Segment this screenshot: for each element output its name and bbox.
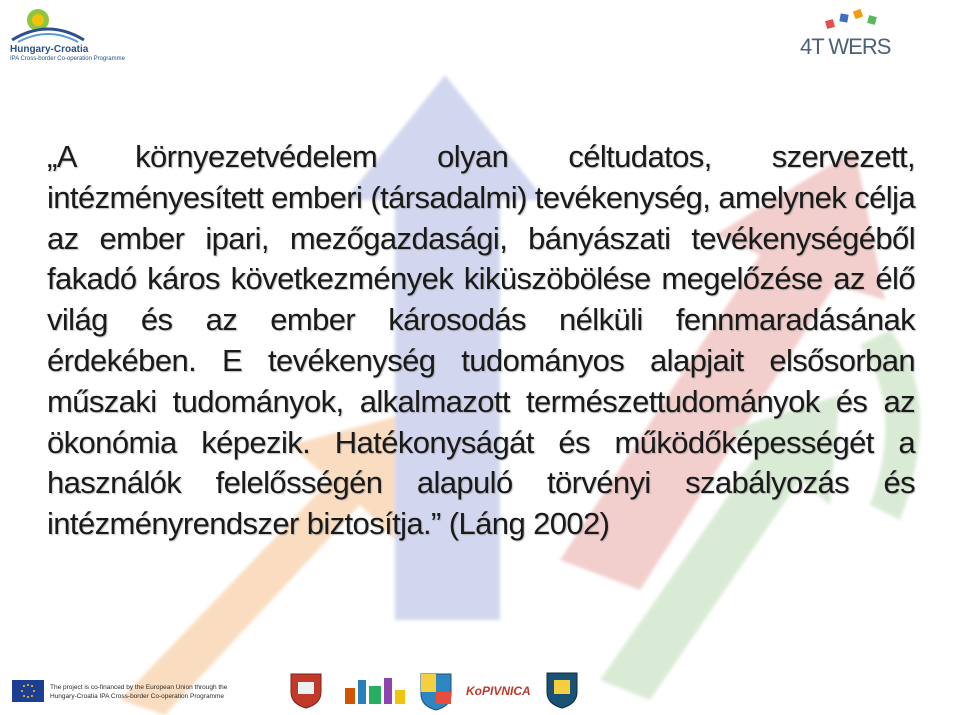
coat-of-arms-icon [288,670,324,710]
town-skyline-icon [340,670,410,708]
logo-left-title: Hungary-Croatia [10,44,89,55]
4towers-logo [800,8,940,63]
koprivnica-logo-text: KoPIVNICA [466,684,531,698]
logo-left-subtitle: IPA Cross-border Co-operation Programme [10,56,125,62]
county-crest-icon [545,670,579,710]
funding-line-2: Hungary-Croatia IPA Cross-border Co-operation Programme [50,693,225,700]
funding-line-1: The project is co-financed by the European Union through the [50,684,228,691]
quotation-paragraph: „A környezetvédelem olyan céltudatos, szervezett, intézményesített emberi (társadalmi) tevékenység, amelynek célja az ember ipari, mezőgazdasági, bányászati tevékenységéből fakadó káros következmények kiküszöbölése megelőzése az élő világ és az ember károsodás nélküli fennmaradásának érdekében. E tevékenység tudományos alapjait elsősorban műszaki tudományok, alkalmazott természettudományok és az ökonómia képezik. Hatékonyságát és működőképességét a használók felelősségén alapuló törvényi szabályozás és intézményrendszer biztosítja.” (Láng 2002) [47,139,915,542]
footer-bar [0,660,960,715]
sun-bridge-logo-icon [8,4,88,44]
regional-crest-icon [418,670,454,712]
towers-blocks-icon [818,8,908,36]
funding-notice [50,683,227,701]
hungary-croatia-logo [8,4,125,64]
logo-right-brand: 4T WERS [800,34,891,59]
eu-flag-icon [12,680,44,702]
